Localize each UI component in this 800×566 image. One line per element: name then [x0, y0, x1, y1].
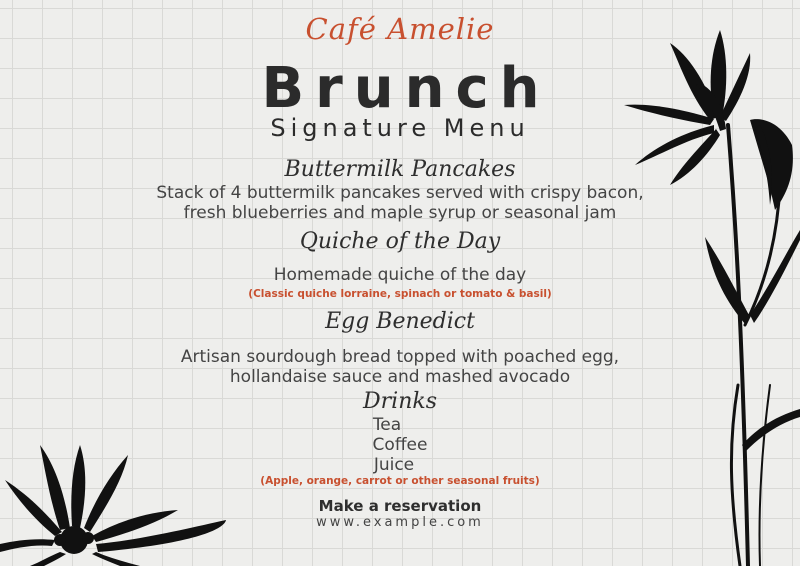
menu-item-title: Egg Benedict — [325, 309, 475, 334]
website-url[interactable]: www.example.com — [316, 515, 484, 530]
reservation-link[interactable]: Make a reservation — [318, 497, 482, 515]
drink-item: Juice — [373, 455, 415, 475]
drink-item: Tea — [372, 415, 402, 435]
drinks-title: Drinks — [363, 389, 437, 414]
drinks-note: (Apple, orange, carrot or other seasonal fruits) — [260, 475, 540, 487]
description-line: Stack of 4 buttermilk pancakes served with crispy bacon, — [156, 183, 644, 203]
menu-subtitle: Signature Menu — [270, 114, 530, 142]
menu-item-description: Homemade quiche of the day — [273, 265, 527, 285]
menu-item-title: Buttermilk Pancakes — [284, 157, 516, 182]
menu-item-note: (Classic quiche lorraine, spinach or tomato & basil) — [248, 288, 552, 300]
page-title: Brunch — [261, 56, 551, 121]
description-line: hollandaise sauce and mashed avocado — [229, 367, 571, 387]
menu-item-description — [0, 183, 800, 223]
cafe-name: Café Amelie — [305, 12, 495, 46]
description-line: Artisan sourdough bread topped with poached egg, — [180, 347, 620, 367]
description-line: fresh blueberries and maple syrup or seasonal jam — [183, 203, 617, 223]
drink-item: Coffee — [372, 435, 428, 455]
menu-item-title: Quiche of the Day — [299, 229, 501, 254]
menu-item-description — [0, 347, 800, 387]
